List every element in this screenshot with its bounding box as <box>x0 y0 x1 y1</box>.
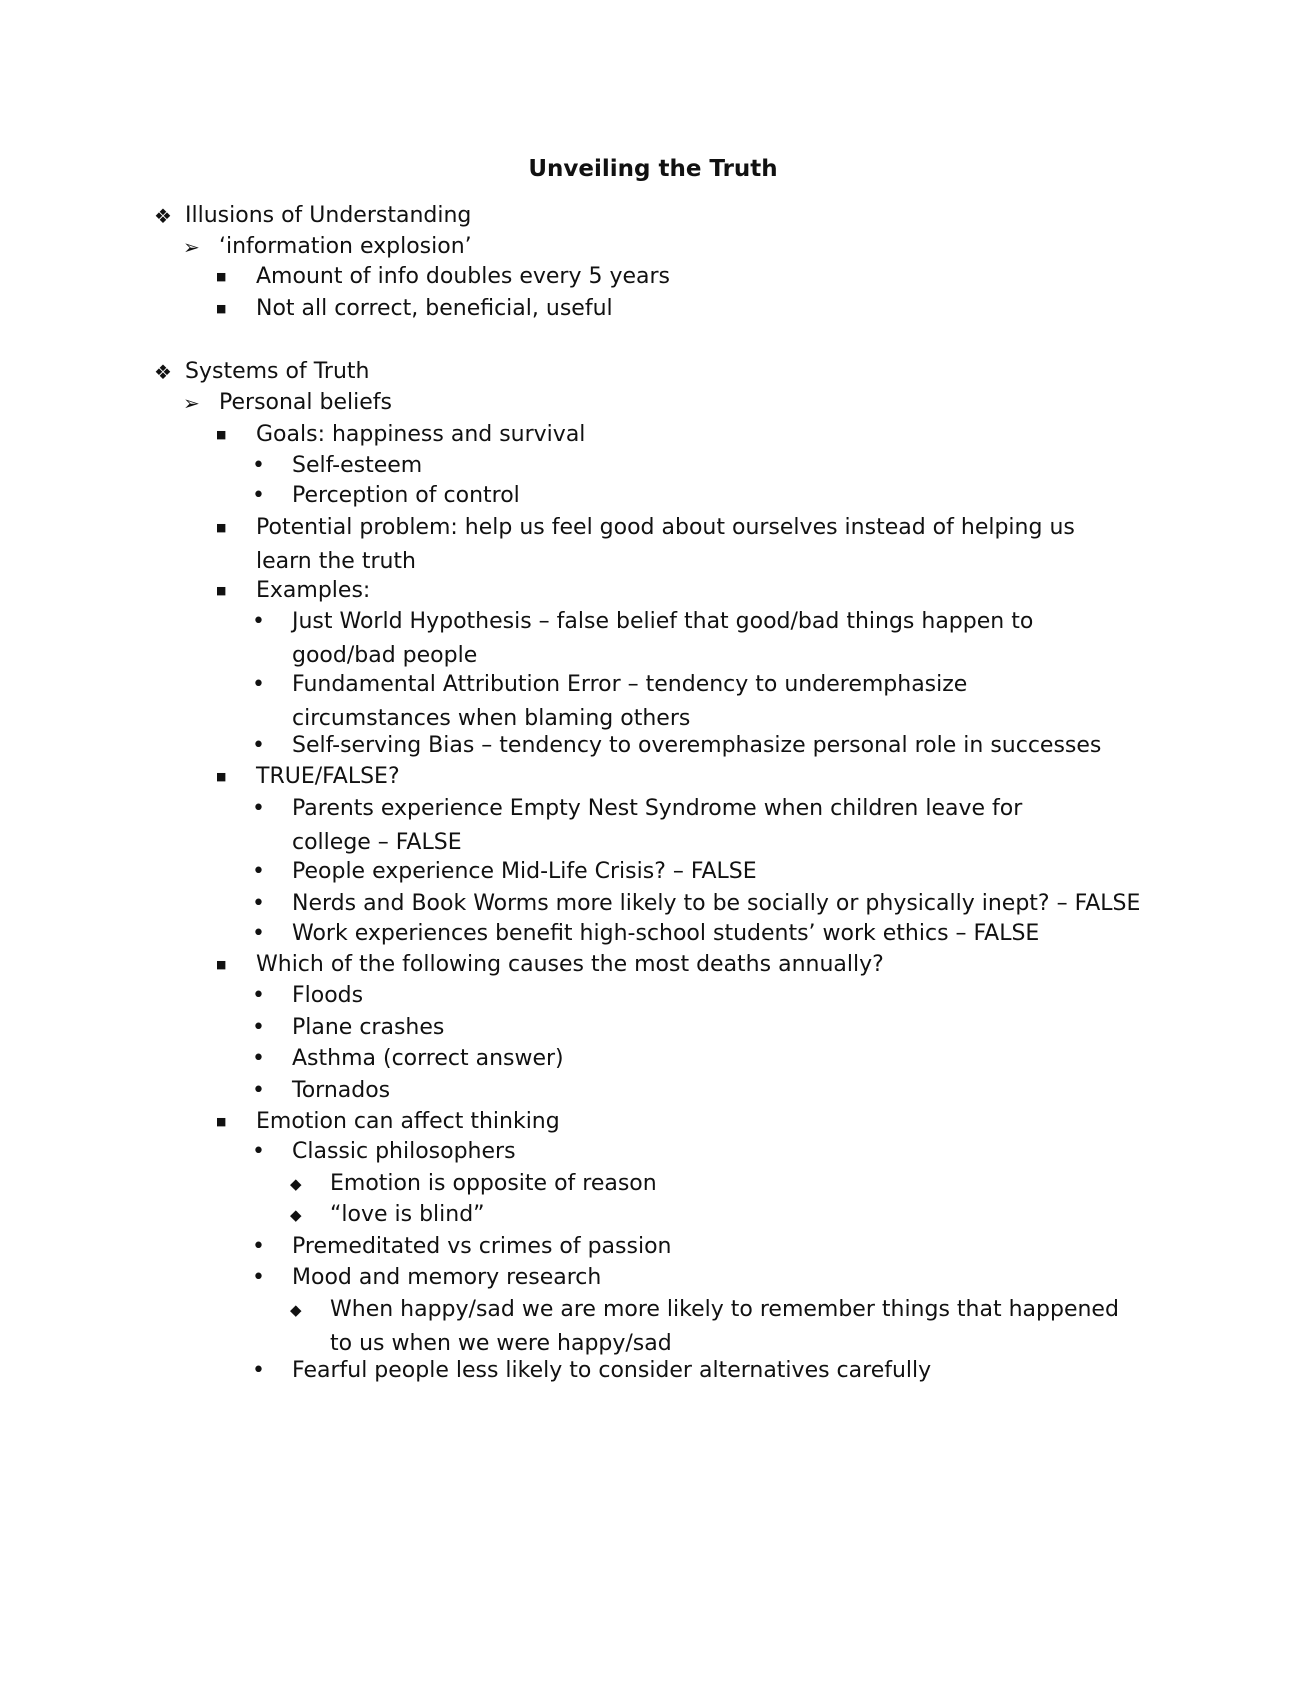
bullet-icon: ■ <box>216 521 227 534</box>
document-title: Unveiling the Truth <box>528 156 778 182</box>
bullet-icon: • <box>252 1015 265 1040</box>
list-item-text: Goals: happiness and survival <box>256 422 586 447</box>
list-item-text: Personal beliefs <box>219 390 392 415</box>
bullet-icon: ■ <box>216 958 227 971</box>
bullet-icon: ■ <box>216 770 227 783</box>
list-item-text: Mood and memory research <box>292 1265 602 1290</box>
bullet-icon: • <box>252 891 265 916</box>
list-item-text: Perception of control <box>292 483 520 508</box>
list-item-text: Tornados <box>292 1078 391 1103</box>
bullet-icon: • <box>252 921 265 946</box>
list-item-text: Floods <box>292 983 364 1008</box>
bullet-icon: • <box>252 983 265 1008</box>
list-item-text: Examples: <box>256 578 371 603</box>
list-item-text: “love is blind” <box>330 1202 485 1227</box>
list-item-text: Systems of Truth <box>185 359 370 384</box>
list-item-text: Fundamental Attribution Error – tendency to underemphasize circumstances when blaming others <box>292 672 968 731</box>
list-item-text: Not all correct, beneficial, useful <box>256 296 613 321</box>
bullet-icon: • <box>252 1265 265 1290</box>
bullet-icon: ➢ <box>183 235 200 259</box>
bullet-icon: ■ <box>216 428 227 441</box>
bullet-icon: • <box>252 796 265 821</box>
bullet-icon: • <box>252 1358 265 1383</box>
list-item-text: Self-serving Bias – tendency to overemphasize personal role in successes <box>292 733 1102 758</box>
list-item-text: Parents experience Empty Nest Syndrome when children leave for college – FALSE <box>292 796 1023 855</box>
bullet-icon: • <box>252 1078 265 1103</box>
bullet-icon: • <box>252 1046 265 1071</box>
bullet-icon: ◆ <box>290 1301 302 1319</box>
bullet-icon: ❖ <box>154 204 172 228</box>
list-item-text: ‘information explosion’ <box>219 234 472 259</box>
bullet-icon: ❖ <box>154 360 172 384</box>
list-item-text: Amount of info doubles every 5 years <box>256 264 671 289</box>
list-item-text: People experience Mid-Life Crisis? – FALSE <box>292 859 757 884</box>
list-item-text: Just World Hypothesis – false belief that good/bad things happen to good/bad people <box>292 609 1034 668</box>
list-item-text: Classic philosophers <box>292 1139 516 1164</box>
bullet-icon: ■ <box>216 584 227 597</box>
bullet-icon: ■ <box>216 302 227 315</box>
bullet-icon: • <box>252 733 265 758</box>
bullet-icon: • <box>252 1139 265 1164</box>
list-item-text: Potential problem: help us feel good about ourselves instead of helping us learn the truth <box>256 515 1075 574</box>
list-item-text: Nerds and Book Worms more likely to be socially or physically inept? – FALSE <box>292 891 1141 916</box>
list-item-text: Asthma (correct answer) <box>292 1046 564 1071</box>
bullet-icon: • <box>252 483 265 508</box>
list-item-text: Work experiences benefit high-school students’ work ethics – FALSE <box>292 921 1040 946</box>
list-item-text: Emotion can affect thinking <box>256 1109 560 1134</box>
bullet-icon: ◆ <box>290 1206 302 1224</box>
list-item-text: Illusions of Understanding <box>185 203 472 228</box>
bullet-icon: • <box>252 672 265 697</box>
list-item-text: Premeditated vs crimes of passion <box>292 1234 672 1259</box>
bullet-icon: • <box>252 453 265 478</box>
list-item-text: Which of the following causes the most deaths annually? <box>256 952 884 977</box>
bullet-icon: ➢ <box>183 391 200 415</box>
bullet-icon: • <box>252 609 265 634</box>
bullet-icon: • <box>252 1234 265 1259</box>
list-item-text: Emotion is opposite of reason <box>330 1171 657 1196</box>
bullet-icon: ■ <box>216 1115 227 1128</box>
list-item-text: When happy/sad we are more likely to remember things that happened to us when we were happy/sad <box>330 1297 1119 1356</box>
list-item-text: Fearful people less likely to consider alternatives carefully <box>292 1358 932 1383</box>
bullet-icon: ◆ <box>290 1175 302 1193</box>
bullet-icon: • <box>252 859 265 884</box>
list-item-text: Self-esteem <box>292 453 423 478</box>
list-item-text: TRUE/FALSE? <box>256 764 400 789</box>
bullet-icon: ■ <box>216 270 227 283</box>
list-item-text: Plane crashes <box>292 1015 445 1040</box>
